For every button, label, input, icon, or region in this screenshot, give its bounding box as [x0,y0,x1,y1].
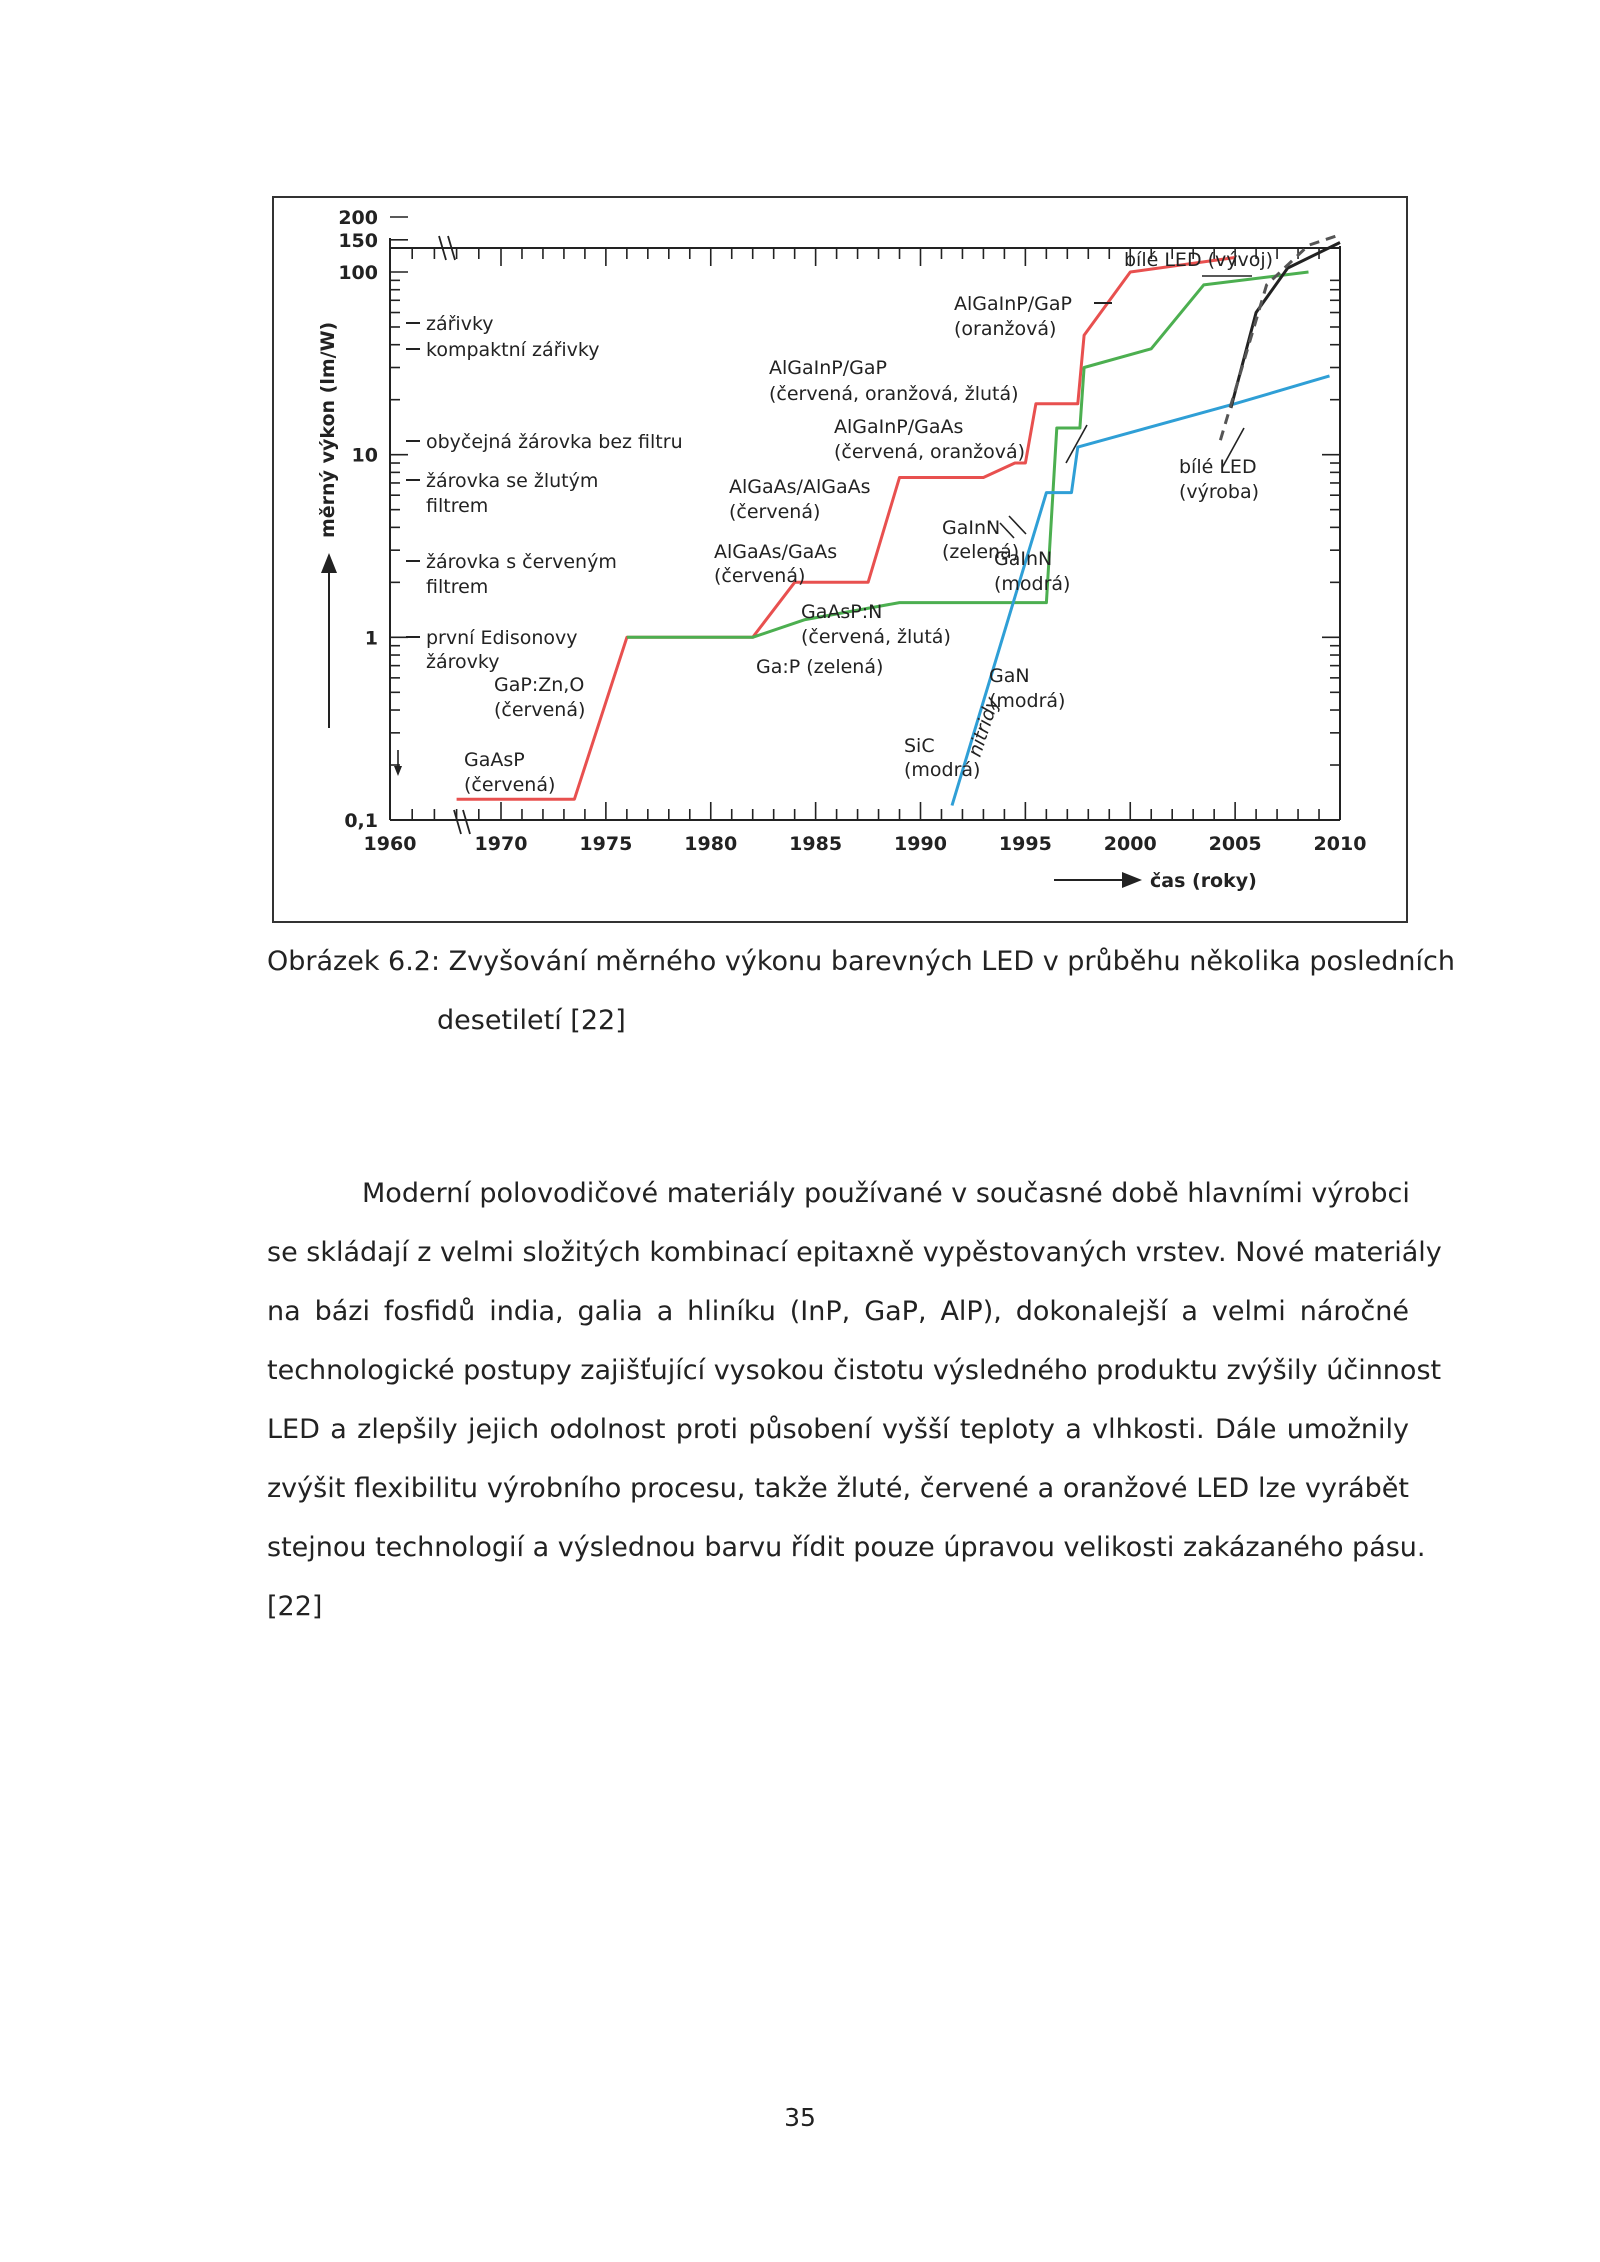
x-tick-label: 1980 [684,833,738,855]
chart [274,198,1406,921]
annotation-label: AlGaInP/GaP [769,357,887,379]
annotation-label: bílé LED [1179,456,1257,478]
annotation-label: AlGaAs/GaAs [714,541,838,563]
annotation-label: žárovky [426,651,500,673]
annotation-label: (modrá) [994,573,1071,595]
annotation-label: (výroba) [1179,481,1260,503]
x-axis-arrowhead [1122,872,1142,888]
annotation-label: filtrem [426,576,489,598]
x-tick-label: 2000 [1103,833,1157,855]
body-line: Moderní polovodičové materiály používané v současné době hlavními výrobci [362,1178,1410,1209]
body-line: na bázi fosfidů india, galia a hliníku (InP, GaP, AlP), dokonalejší a velmi náročné [267,1296,1409,1327]
x-tick-label: 1985 [789,833,843,855]
body-line: technologické postupy zajišťující vysokou čistotu výsledného produktu zvýšily účinnost [267,1355,1442,1386]
chart-series [457,235,1340,806]
annotation-arrowhead [394,766,402,776]
chart-annotations [394,249,1273,796]
y-axis-arrowhead [321,553,337,573]
annotation-label: GaInN [942,517,1001,539]
y-tick-label: 10 [351,444,378,467]
x-tick-label: 1995 [998,833,1052,855]
x-axis-label: čas (roky) [1150,870,1257,892]
x-tick-label: 1990 [894,833,947,855]
annotation-label: (červená) [714,565,806,587]
annotation-label: žárovka se žlutým [426,470,599,492]
annotation-label: GaAsP:N [801,601,883,623]
body-line: [22] [267,1591,323,1622]
figure-caption: Obrázek 6.2: Zvyšování měrného výkonu barevných LED v průběhu několika posledních [267,946,1455,977]
body-line: stejnou technologií a výslednou barvu řídit pouze úpravou velikosti zakázaného pásu. [267,1532,1426,1563]
x-tick-label: 1960 [363,833,417,855]
annotation-label: obyčejná žárovka bez filtru [426,431,683,453]
annotation-label: (červená) [729,501,821,523]
annotation-label: GaAsP [464,749,525,771]
annotation-label: žárovka s červeným [426,551,617,573]
annotation-label: (červená, žlutá) [801,626,951,648]
annotation-label: SiC [904,735,935,757]
y-tick-label: 1 [364,627,378,650]
annotation-label: GaInN [994,548,1053,570]
y-tick-label: 200 [338,207,378,230]
annotation-arrow [1009,516,1026,534]
x-tick-label: 2010 [1313,833,1367,855]
axis-break [463,810,470,834]
annotation-label: zářivky [426,313,494,335]
annotation-label: (zelená) [942,541,1020,563]
y-tick-label: 0,1 [344,810,378,832]
annotation-label: kompaktní zářivky [426,339,600,361]
annotation-label: (červená, oranžová, žlutá) [769,383,1019,405]
annotation-label: AlGaInP/GaAs [834,416,964,438]
x-tick-label: 2005 [1208,833,1262,855]
y-tick-label: 100 [338,262,378,284]
annotation-label: Ga:P (zelená) [756,656,884,678]
annotation-label: AlGaAs/AlGaAs [729,476,871,498]
body-line: se skládají z velmi složitých kombinací epitaxně vypěstovaných vrstev. Nové materiály [267,1237,1442,1268]
annotation-label: AlGaInP/GaP [954,293,1072,315]
annotation-label: bílé LED (vývoj) [1124,249,1274,271]
x-tick-label: 1970 [474,833,528,855]
annotation-label: filtrem [426,495,489,517]
x-tick-label: 1975 [579,833,633,855]
figure [272,196,1408,923]
body-line: zvýšit flexibilitu výrobního procesu, takže žluté, červené a oranžové LED lze vyrábět [267,1473,1409,1504]
y-axis-label: měrný výkon (lm/W) [317,321,339,538]
axis-break [454,810,461,834]
annotation-label: (červená) [464,774,556,796]
annotation-arrow [1000,523,1014,538]
annotation-label: GaN [989,665,1030,687]
body-line: LED a zlepšily jejich odolnost proti působení vyšší teploty a vlhkosti. Dále umožnily [267,1414,1409,1445]
annotation-label: (červená) [494,699,586,721]
annotation-label: (modrá) [904,759,981,781]
annotation-label: (modrá) [989,690,1066,712]
figure-caption-continuation: desetiletí [22] [437,1005,626,1036]
annotation-label: nitridy [963,694,1004,760]
annotation-label: GaP:Zn,O [494,674,585,696]
annotation-label: (červená, oranžová) [834,441,1026,463]
annotation-label: (oranžová) [954,318,1057,340]
page-number: 35 [784,2103,816,2132]
y-tick-label: 150 [338,229,378,252]
annotation-label: první Edisonovy [426,627,578,649]
